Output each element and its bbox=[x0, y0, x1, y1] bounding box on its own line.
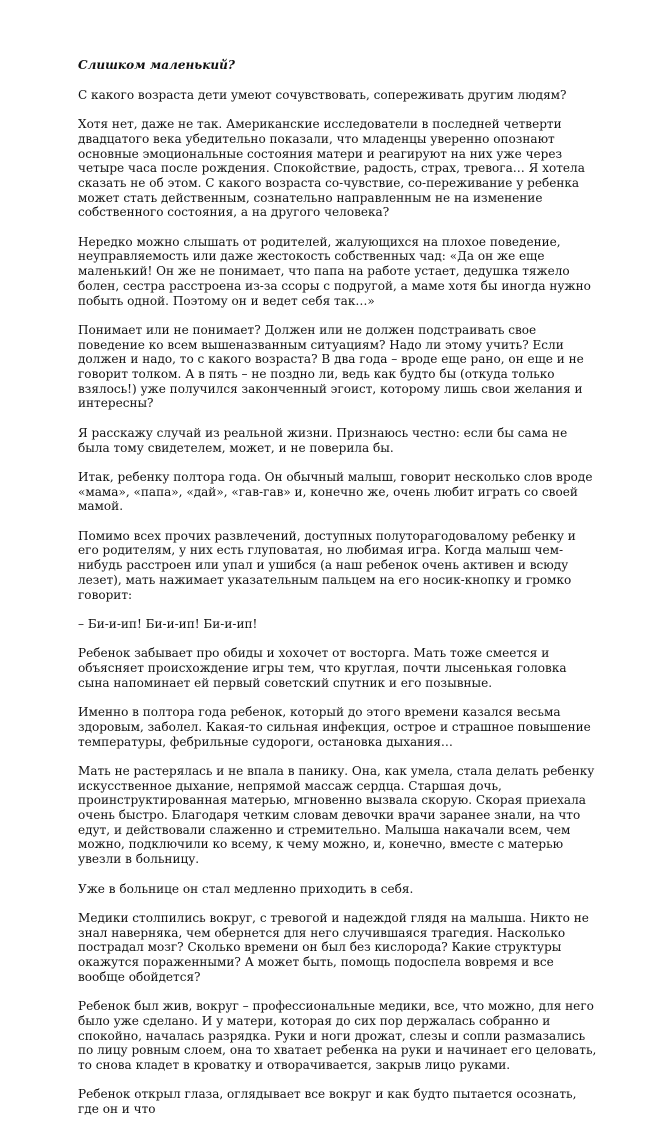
paragraph: Именно в полтора года ребенок, который до этого времени казался весьма здоровым, заболел. Какая-то сильная инфекция, острое и страшное повышение температуры, фебрильные судороги, остановка дыхания… bbox=[78, 705, 591, 749]
paragraph: Ребенок забывает про обиды и хохочет от восторга. Мать тоже смеется и объясняет происхождение игры тем, что круглая, почти лысенькая головка сына напоминает ей первый советский спутник и его позывные. bbox=[78, 646, 567, 690]
paragraph: Медики столпились вокруг, с тревогой и надеждой глядя на малыша. Никто не знал наверняка, чем обернется для него случившаяся трагедия. Насколько пострадал мозг? Сколько времени он был без кислорода? Какие структуры окажутся пораженными? А может быть, помощь подоспела вовремя и все вообще обойдется? bbox=[78, 910, 589, 984]
paragraph: Мать не растерялась и не впала в панику. Она, как умела, стала делать ребенку искусственное дыхание, непрямой массаж сердца. Старшая дочь, проинструктированная матерью, мгновенно вызвала скорую. Скорая приехала очень быстро. Благодаря четким словам девочки врачи заранее знали, на что едут, и действовали слаженно и стремительно. Малыша накачали всем, чем можно, подключили ко всему, к чему можно, и, конечно, вместе с матерью увезли в больницу. bbox=[78, 763, 595, 867]
paragraph: – Би-и-ип! Би-и-ип! Би-и-ип! bbox=[78, 616, 258, 631]
paragraph: Итак, ребенку полтора года. Он обычный малыш, говорит несколько слов вроде «мама», «папа», «дай», «гав-гав» и, конечно же, очень любит играть со своей мамой. bbox=[78, 469, 593, 514]
paragraph: Уже в больнице он стал медленно приходить в себя. bbox=[78, 881, 414, 896]
document-page bbox=[78, 58, 598, 1131]
paragraph: Ребенок открыл глаза, оглядывает все вокруг и как будто пытается осознать, где он и что bbox=[78, 1087, 577, 1116]
paragraph: Нередко можно слышать от родителей, жалующихся на плохое поведение, неуправляемость или даже жестокость собственных чад: «Да он же еще маленький! Он же не понимает, что папа на работе устает, дедушка тяжело болен, сестра расстроена из-за ссоры с подругой, а маме хотя бы иногда нужно побыть одной. Поэтому он и ведет себя так…» bbox=[78, 234, 591, 308]
document-title: Слишком маленький? bbox=[78, 58, 235, 72]
paragraph: Я расскажу случай из реальной жизни. Признаюсь честно: если бы сама не была тому свидетелем, может, и не поверила бы. bbox=[78, 425, 568, 455]
paragraph: Ребенок был жив, вокруг – профессиональные медики, все, что можно, для него было уже сделано. И у матери, которая до сих пор держалась собранно и спокойно, началась разрядка. Руки и ноги дрожат, слезы и сопли размазались по лицу ровным слоем, она то хватает ребенка на руки и начинает его целовать, то снова кладет в кроватку и отворачивается, закрыв лицо руками. bbox=[78, 999, 597, 1072]
paragraph: Понимает или не понимает? Должен или не должен подстраивать свое поведение ко всем вышеназванным ситуациям? Надо ли этому учить? Если должен и надо, то с какого возраста? В два года – вроде еще рано, он еще и не говорит толком. А в пять – не поздно ли, ведь как будто бы (откуда только взялось!) уже получился законченный эгоист, которому лишь свои желания и интересны? bbox=[78, 322, 584, 411]
paragraph: С какого возраста дети умеют сочувствовать, сопереживать другим людям? bbox=[78, 87, 567, 102]
paragraph: Помимо всех прочих развлечений, доступных полуторагодовалому ребенку и его родителям, у них есть глуповатая, но любимая игра. Когда малыш чем-нибудь расстроен или упал и ушибся (а наш ребенок очень активен и всюду лезет), мать нажимает указательным пальцем на его носик-кнопку и громко говорит: bbox=[78, 528, 576, 602]
paragraph: Хотя нет, даже не так. Американские исследователи в последней четверти двадцатого века убедительно показали, что младенцы уверенно опознают основные эмоциональные состояния матери и реагируют на них уже через четыре часа после рождения. Спокойствие, радость, страх, тревога… Я хотела сказать не об этом. С какого возраста со-чувствие, со-переживание у ребенка может стать действенным, сознательно направленным не на изменение собственного состояния, а на другого человека? bbox=[78, 117, 585, 220]
